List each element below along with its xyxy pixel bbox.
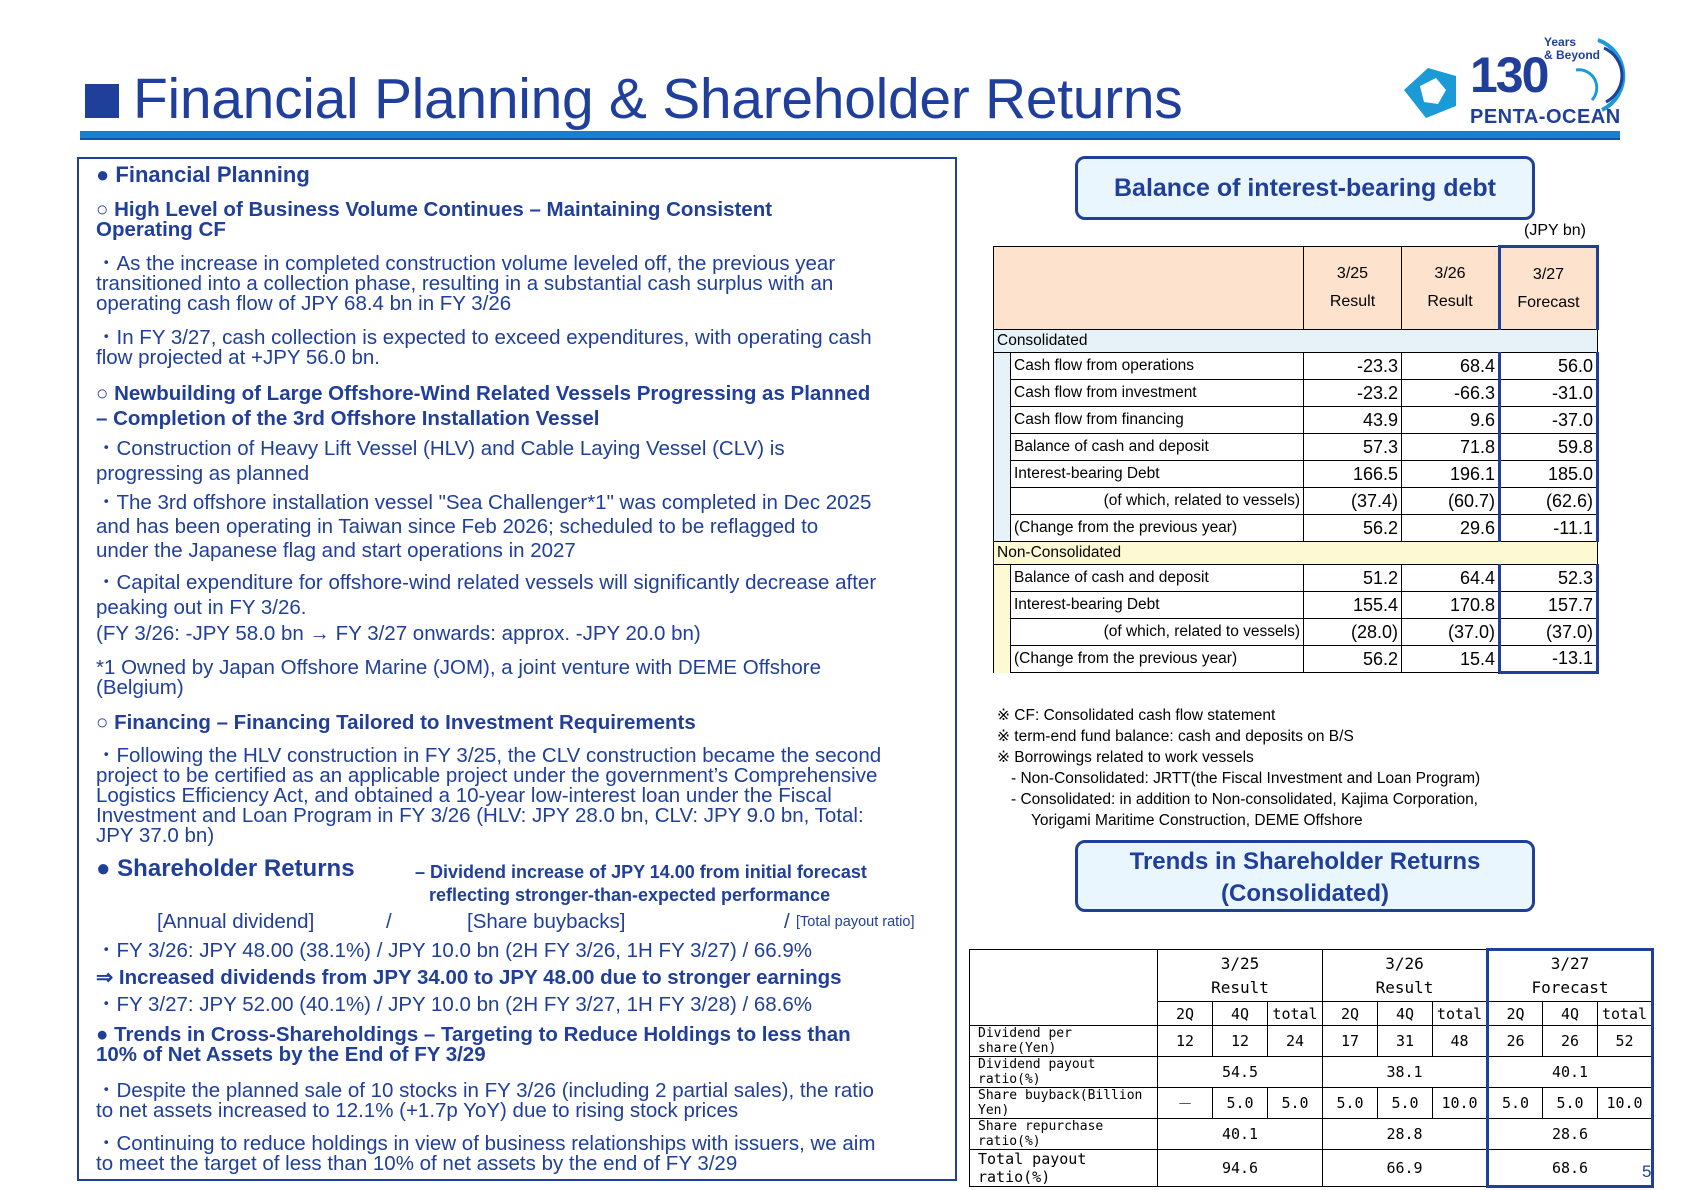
sr-value: 5.0 [1268, 1088, 1323, 1119]
debt-row-gutter [994, 565, 1011, 592]
sr-row-label: Total payout ratio(%) [970, 1150, 1158, 1187]
debt-value: -23.2 [1304, 380, 1402, 407]
section-vessels-title: ○ Newbuilding of Large Offshore-Wind Related Vessels Progressing as Planned – Completion of the 3rd Offshore Installation Vessel [96, 382, 871, 430]
sr-value: 52 [1598, 1026, 1653, 1057]
sr-sub-header: total [1433, 1002, 1488, 1026]
debt-value: 29.6 [1402, 515, 1500, 542]
debt-row-gutter [994, 515, 1011, 542]
sr-value: 38.1 [1323, 1057, 1488, 1088]
page-number: 5 [1642, 1162, 1652, 1181]
debt-value: 166.5 [1304, 461, 1402, 488]
debt-value: 56.2 [1304, 515, 1402, 542]
financial-planning-heading: ● Financial Planning [96, 162, 310, 187]
title-square-icon [85, 84, 119, 118]
sr-header-blank [970, 950, 1158, 1026]
page-title: Financial Planning & Shareholder Returns [133, 67, 1183, 131]
logo-years: Years & Beyond [1544, 35, 1601, 62]
sr-value: 26 [1488, 1026, 1543, 1057]
debt-row [994, 434, 1598, 461]
sr-value: 40.1 [1488, 1057, 1653, 1088]
debt-row-label: Cash flow from financing [1011, 407, 1304, 434]
debt-value: 56.2 [1304, 646, 1402, 673]
debt-col-header: 3/26 Result [1402, 247, 1500, 330]
debt-row-gutter [994, 646, 1011, 673]
section-vessels-footnote: *1 Owned by Japan Offshore Marine (JOM), a joint venture with DEME Offshore (Belgium) [96, 656, 822, 699]
sr-sub-header: total [1598, 1002, 1653, 1026]
debt-value: 15.4 [1402, 646, 1500, 673]
sr-row-label: Share buyback(Billion Yen) [970, 1088, 1158, 1119]
debt-value: 196.1 [1402, 461, 1500, 488]
debt-row-gutter [994, 488, 1011, 515]
sr-value: 40.1 [1158, 1119, 1323, 1150]
debt-row-gutter [994, 619, 1011, 646]
debt-row [994, 619, 1598, 646]
shareholder-returns-subheading: – Dividend increase of JPY 14.00 from initial forecast reflecting stronger-than-expected performance [415, 862, 867, 905]
section-vessels-text-2: ・The 3rd offshore installation vessel "Sea Challenger*1" was completed in Dec 2025 and has been operating in Taiwan since Feb 2026; scheduled to be reflagged to under the Japanese flag and start operations in 2027 [96, 491, 872, 562]
sr-row-label: Share repurchase ratio(%) [970, 1119, 1158, 1150]
debt-value: 185.0 [1500, 461, 1598, 488]
sr-value: 26 [1543, 1026, 1598, 1057]
debt-value: (62.6) [1500, 488, 1598, 515]
debt-row-label: (Change from the previous year) [1011, 646, 1304, 673]
sr-value: 5.0 [1378, 1088, 1433, 1119]
debt-col-header: 3/25 Result [1304, 247, 1402, 330]
sr-sub-header: 4Q [1543, 1002, 1598, 1026]
sr-value: 54.5 [1158, 1057, 1323, 1088]
debt-value: 56.0 [1500, 353, 1598, 380]
section-financing-title: ○ Financing – Financing Tailored to Investment Requirements [96, 711, 696, 734]
debt-value: -31.0 [1500, 380, 1598, 407]
sr-value: 12 [1213, 1026, 1268, 1057]
debt-row-label: Cash flow from operations [1011, 353, 1304, 380]
sr-year-header-forecast: 3/27 Forecast [1488, 950, 1653, 1002]
sr-value: 31 [1378, 1026, 1433, 1057]
debt-row-gutter [994, 407, 1011, 434]
sr-value: 66.9 [1323, 1150, 1488, 1187]
debt-row-label: Cash flow from investment [1011, 380, 1304, 407]
debt-value: 51.2 [1304, 565, 1402, 592]
title-divider [80, 131, 1620, 140]
section-vessels-text-4: (FY 3/26: -JPY 58.0 bn → FY 3/27 onwards: approx. -JPY 20.0 bn) [96, 622, 701, 645]
debt-value: 71.8 [1402, 434, 1500, 461]
debt-table [993, 245, 1599, 674]
debt-value: 170.8 [1402, 592, 1500, 619]
debt-row-gutter [994, 592, 1011, 619]
shareholder-returns-box-title: Trends in Shareholder Returns (Consolidated) [1075, 840, 1535, 912]
debt-row [994, 461, 1598, 488]
sr-value: 17 [1323, 1026, 1378, 1057]
shareholder-returns-fy26: ・FY 3/26: JPY 48.00 (38.1%) / JPY 10.0 bn (2H FY 3/26, 1H FY 3/27) / 66.9% [96, 939, 813, 962]
debt-col-header-forecast: 3/27 Forecast [1500, 247, 1598, 330]
sr-value: 68.6 [1488, 1150, 1653, 1187]
debt-row [994, 380, 1598, 407]
debt-notes: ※ CF: Consolidated cash flow statement ※ term-end fund balance: cash and deposits on B/S ※ Borrowings related to work vessels - Non-Consolidated: JRTT(the Fiscal Investment and Loan Program) - Consolidated: in addition to Non-consolidated, Kajima Corporation, Yorigami Maritime Construction, DEME Offshore [997, 707, 1481, 829]
section-operating-cf-text-2: ・In FY 3/27, cash collection is expected to exceed expenditures, with operating cash flow projected at +JPY 56.0 bn. [96, 326, 872, 369]
sr-value: 94.6 [1158, 1150, 1323, 1187]
cross-shareholdings-title: ● Trends in Cross-Shareholdings – Targeting to Reduce Holdings to less than 10% of Net Assets by the End of FY 3/29 [96, 1023, 851, 1066]
logo-company-name: PENTA-OCEAN [1470, 106, 1621, 128]
debt-value: -37.0 [1500, 407, 1598, 434]
debt-value: -66.3 [1402, 380, 1500, 407]
debt-row-gutter [994, 380, 1011, 407]
debt-value: 68.4 [1402, 353, 1500, 380]
debt-row-label: Interest-bearing Debt [1011, 592, 1304, 619]
debt-row-label: Balance of cash and deposit [1011, 565, 1304, 592]
debt-value: 64.4 [1402, 565, 1500, 592]
sr-value: 12 [1158, 1026, 1213, 1057]
company-logo [1398, 18, 1628, 133]
debt-row-label: (of which, related to vessels) [1011, 619, 1304, 646]
debt-value: (60.7) [1402, 488, 1500, 515]
debt-row [994, 353, 1598, 380]
sr-year-header: 3/26 Result [1323, 950, 1488, 1002]
sr-value: 5.0 [1323, 1088, 1378, 1119]
sr-sub-header: 4Q [1378, 1002, 1433, 1026]
sr-sub-header: total [1268, 1002, 1323, 1026]
sr-value: 5.0 [1488, 1088, 1543, 1119]
debt-row-gutter [994, 461, 1011, 488]
debt-row-label: Balance of cash and deposit [1011, 434, 1304, 461]
section-vessels-text-1: ・Construction of Heavy Lift Vessel (HLV) and Cable Laying Vessel (CLV) is progressing as planned [96, 437, 785, 485]
debt-value: (28.0) [1304, 619, 1402, 646]
debt-value: 52.3 [1500, 565, 1598, 592]
sr-value: 5.0 [1213, 1088, 1268, 1119]
debt-box-title: Balance of interest-bearing debt [1075, 156, 1535, 220]
sr-value: 5.0 [1543, 1088, 1598, 1119]
debt-value: -13.1 [1500, 646, 1598, 673]
debt-value: 59.8 [1500, 434, 1598, 461]
debt-value: 155.4 [1304, 592, 1402, 619]
section-operating-cf-title: ○ High Level of Business Volume Continues – Maintaining Consistent Operating CF [96, 198, 773, 241]
sr-value: － [1158, 1088, 1213, 1119]
section-financing-text: ・Following the HLV construction in FY 3/25, the CLV construction became the second project to be certified as an applicable project under the government’s Comprehensive Logistics Efficiency Act, and obtained a 10-year low-interest loan under the Fiscal Investment and Loan Program in FY 3/26 (HLV: JPY 28.0 bn, CLV: JPY 9.0 bn, Total: JPY 37.0 bn) [96, 744, 882, 847]
debt-row-label: (of which, related to vessels) [1011, 488, 1304, 515]
debt-row [994, 407, 1598, 434]
shareholder-returns-increase: ⇒ Increased dividends from JPY 34.00 to JPY 48.00 due to stronger earnings [96, 966, 842, 989]
sr-sub-header: 2Q [1323, 1002, 1378, 1026]
shareholder-returns-fy27: ・FY 3/27: JPY 52.00 (40.1%) / JPY 10.0 bn (2H FY 3/27, 1H FY 3/28) / 68.6% [96, 993, 813, 1016]
debt-row-gutter [994, 434, 1011, 461]
shareholder-returns-table [969, 948, 1654, 1188]
debt-row [994, 592, 1598, 619]
debt-value: 43.9 [1304, 407, 1402, 434]
sr-row-label: Dividend payout ratio(%) [970, 1057, 1158, 1088]
sr-value: 10.0 [1598, 1088, 1653, 1119]
sr-value: 24 [1268, 1026, 1323, 1057]
debt-row-gutter [994, 353, 1011, 380]
debt-value: -23.3 [1304, 353, 1402, 380]
debt-row-label: (Change from the previous year) [1011, 515, 1304, 542]
sr-year-header: 3/25 Result [1158, 950, 1323, 1002]
debt-row [994, 488, 1598, 515]
debt-section-nonconsolidated: Non-Consolidated [994, 542, 1598, 565]
debt-row [994, 646, 1598, 673]
logo-number: 130 [1470, 47, 1548, 103]
cross-shareholdings-text-2: ・Continuing to reduce holdings in view of business relationships with issuers, we aim to meet the target of less than 10% of net assets by the end of FY 3/29 [96, 1132, 876, 1175]
sr-value: 28.8 [1323, 1119, 1488, 1150]
debt-header-blank [994, 247, 1304, 330]
debt-value: (37.0) [1500, 619, 1598, 646]
debt-value: 57.3 [1304, 434, 1402, 461]
debt-value: 157.7 [1500, 592, 1598, 619]
sr-row-label: Dividend per share(Yen) [970, 1026, 1158, 1057]
section-operating-cf-text-1: ・As the increase in completed construction volume leveled off, the previous year transitioned into a collection phase, resulting in a substantial cash surplus with an operating cash flow of JPY 68.4 bn in FY 3/26 [96, 252, 836, 315]
shareholder-returns-heading: ● Shareholder Returns [96, 855, 355, 882]
sr-value: 10.0 [1433, 1088, 1488, 1119]
sr-value: 48 [1433, 1026, 1488, 1057]
debt-row [994, 565, 1598, 592]
sr-value: 28.6 [1488, 1119, 1653, 1150]
debt-value: -11.1 [1500, 515, 1598, 542]
sr-sub-header: 2Q [1158, 1002, 1213, 1026]
debt-section-consolidated: Consolidated [994, 330, 1598, 353]
debt-value: 9.6 [1402, 407, 1500, 434]
debt-row-label: Interest-bearing Debt [1011, 461, 1304, 488]
debt-value: (37.0) [1402, 619, 1500, 646]
debt-row [994, 515, 1598, 542]
cross-shareholdings-text-1: ・Despite the planned sale of 10 stocks in FY 3/26 (including 2 partial sales), the ratio to net assets increased to 12.1% (+1.7p YoY) due to rising stock prices [96, 1079, 874, 1122]
debt-value: (37.4) [1304, 488, 1402, 515]
sr-sub-header: 4Q [1213, 1002, 1268, 1026]
debt-unit-label: (JPY bn) [1524, 222, 1586, 239]
sr-sub-header: 2Q [1488, 1002, 1543, 1026]
section-vessels-text-3: ・Capital expenditure for offshore-wind related vessels will significantly decrease after peaking out in FY 3/26. [96, 571, 877, 619]
